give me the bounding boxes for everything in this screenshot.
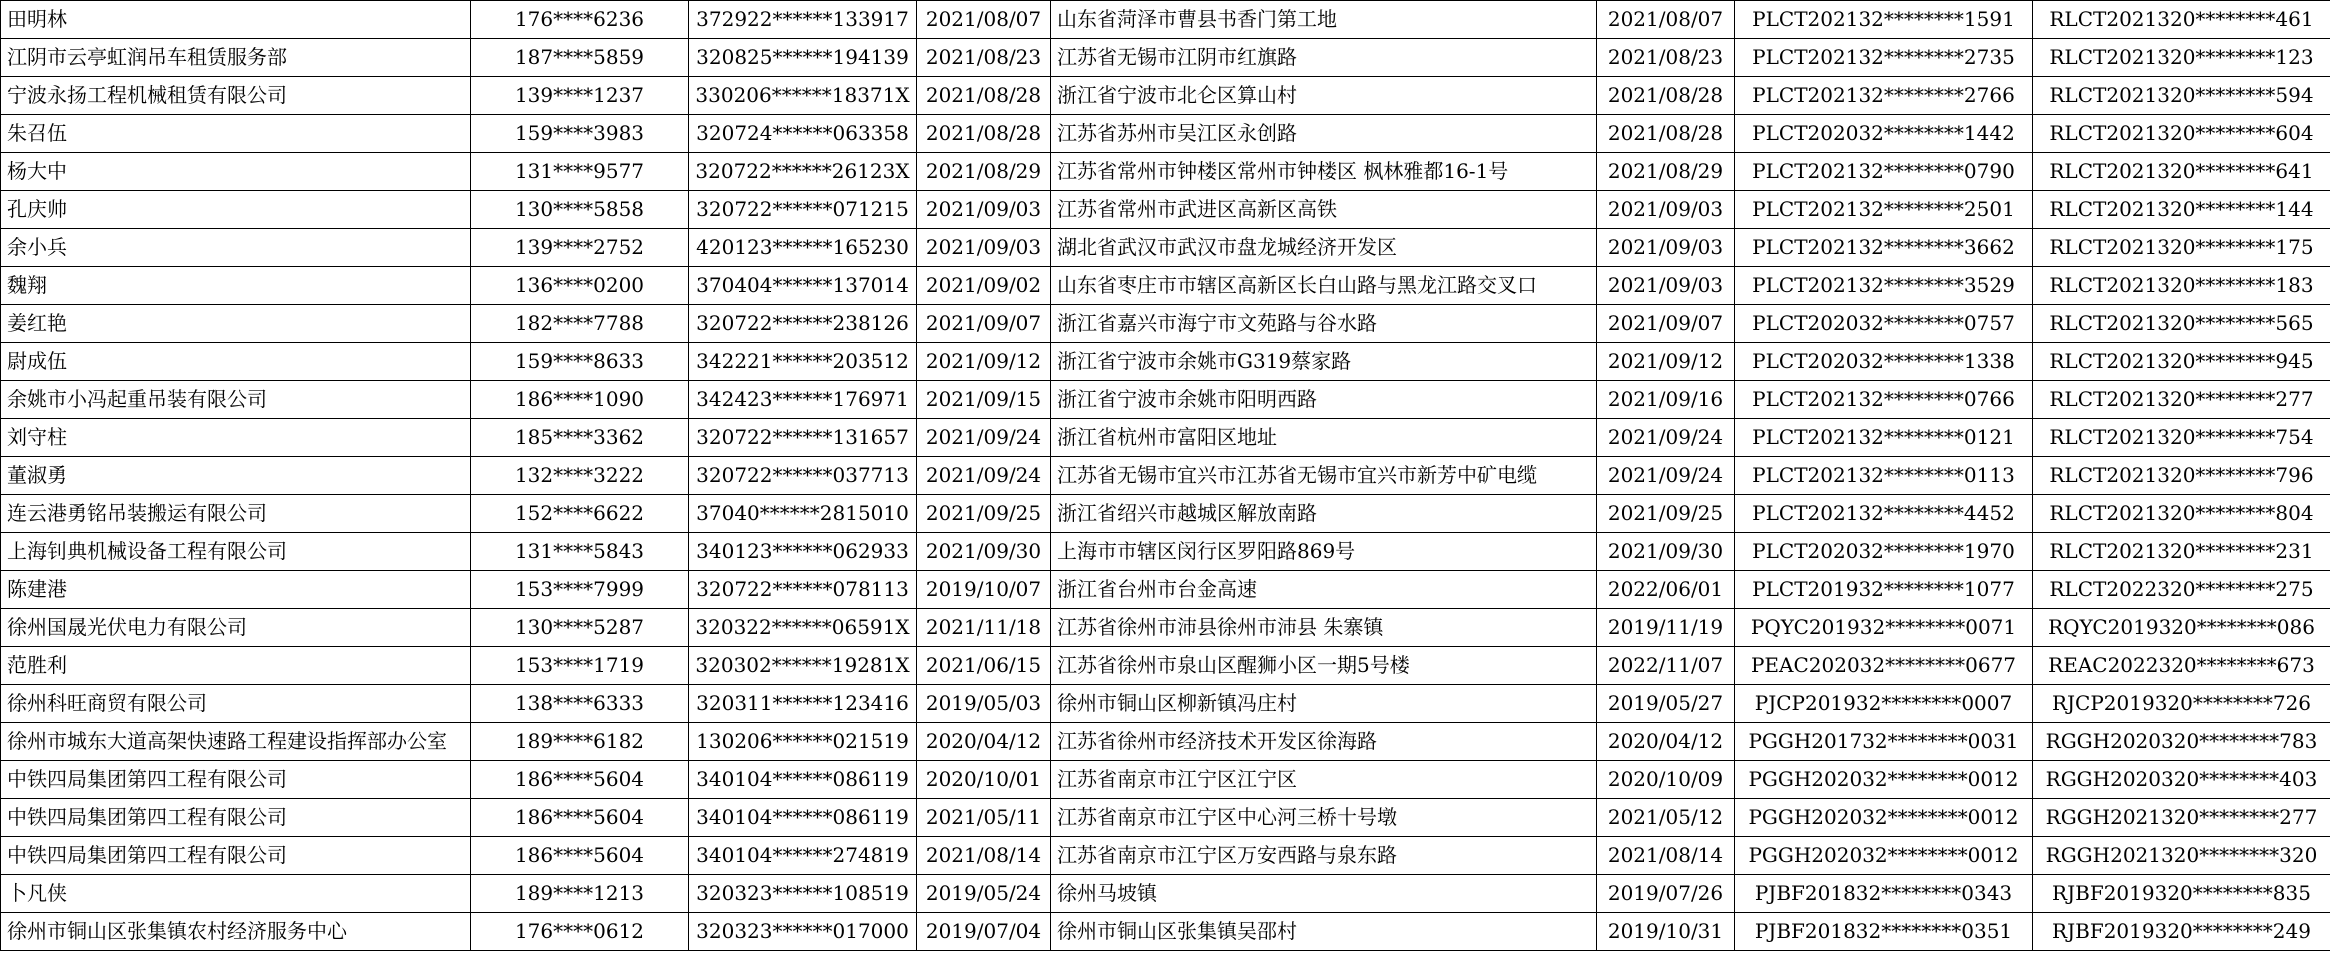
id-number-cell: 320722******071215	[689, 191, 917, 229]
date-cell: 2019/05/03	[917, 685, 1051, 723]
code-r-cell: RLCT2021320********804	[2033, 495, 2330, 533]
table-row	[1, 381, 2330, 419]
phone-cell: 153****7999	[471, 571, 689, 609]
id-number-cell: 320323******017000	[689, 913, 917, 951]
date2-cell: 2019/07/26	[1597, 875, 1735, 913]
date2-cell: 2021/09/16	[1597, 381, 1735, 419]
id-number-cell: 320311******123416	[689, 685, 917, 723]
table-row	[1, 1, 2330, 39]
date-cell: 2021/09/24	[917, 457, 1051, 495]
id-number-cell: 320825******194139	[689, 39, 917, 77]
code-r-cell: RJCP2019320********726	[2033, 685, 2330, 723]
address-cell: 山东省枣庄市市辖区高新区长白山路与黑龙江路交叉口	[1051, 267, 1597, 305]
code-r-cell: RLCT2021320********144	[2033, 191, 2330, 229]
date-cell: 2021/09/15	[917, 381, 1051, 419]
code-p-cell: PLCT202132********0790	[1735, 153, 2033, 191]
phone-cell: 176****6236	[471, 1, 689, 39]
code-r-cell: RJBF2019320********249	[2033, 913, 2330, 951]
name-cell: 孔庆帅	[1, 191, 471, 229]
name-cell: 江阴市云亭虹润吊车租赁服务部	[1, 39, 471, 77]
date2-cell: 2021/09/03	[1597, 229, 1735, 267]
name-cell: 尉成伍	[1, 343, 471, 381]
code-p-cell: PLCT202032********1442	[1735, 115, 2033, 153]
address-cell: 徐州马坡镇	[1051, 875, 1597, 913]
address-cell: 浙江省杭州市富阳区地址	[1051, 419, 1597, 457]
table-row	[1, 875, 2330, 913]
address-cell: 山东省菏泽市曹县书香门第工地	[1051, 1, 1597, 39]
table-row	[1, 457, 2330, 495]
table-row	[1, 799, 2330, 837]
date2-cell: 2021/08/28	[1597, 115, 1735, 153]
code-r-cell: RLCT2021320********175	[2033, 229, 2330, 267]
code-r-cell: RLCT2021320********123	[2033, 39, 2330, 77]
date-cell: 2021/09/07	[917, 305, 1051, 343]
phone-cell: 185****3362	[471, 419, 689, 457]
phone-cell: 189****1213	[471, 875, 689, 913]
id-number-cell: 37040******2815010	[689, 495, 917, 533]
name-cell: 范胜利	[1, 647, 471, 685]
address-cell: 徐州市铜山区张集镇吴邵村	[1051, 913, 1597, 951]
date2-cell: 2021/09/25	[1597, 495, 1735, 533]
table-row	[1, 837, 2330, 875]
address-cell: 江苏省徐州市泉山区醒狮小区一期5号楼	[1051, 647, 1597, 685]
date2-cell: 2021/09/24	[1597, 457, 1735, 495]
date-cell: 2021/11/18	[917, 609, 1051, 647]
date2-cell: 2021/05/12	[1597, 799, 1735, 837]
phone-cell: 132****3222	[471, 457, 689, 495]
date-cell: 2021/09/24	[917, 419, 1051, 457]
date-cell: 2021/08/07	[917, 1, 1051, 39]
address-cell: 湖北省武汉市武汉市盘龙城经济开发区	[1051, 229, 1597, 267]
name-cell: 余姚市小冯起重吊装有限公司	[1, 381, 471, 419]
code-r-cell: RGGH2021320********277	[2033, 799, 2330, 837]
id-number-cell: 320322******06591X	[689, 609, 917, 647]
date2-cell: 2020/04/12	[1597, 723, 1735, 761]
phone-cell: 159****8633	[471, 343, 689, 381]
phone-cell: 176****0612	[471, 913, 689, 951]
code-p-cell: PLCT202132********3529	[1735, 267, 2033, 305]
name-cell: 徐州科旺商贸有限公司	[1, 685, 471, 723]
id-number-cell: 340123******062933	[689, 533, 917, 571]
code-p-cell: PLCT201932********1077	[1735, 571, 2033, 609]
date-cell: 2021/09/12	[917, 343, 1051, 381]
code-p-cell: PLCT202032********1970	[1735, 533, 2033, 571]
id-number-cell: 320722******238126	[689, 305, 917, 343]
table-row	[1, 305, 2330, 343]
id-number-cell: 342423******176971	[689, 381, 917, 419]
phone-cell: 139****1237	[471, 77, 689, 115]
code-p-cell: PLCT202132********0121	[1735, 419, 2033, 457]
address-cell: 江苏省无锡市宜兴市江苏省无锡市宜兴市新芳中矿电缆	[1051, 457, 1597, 495]
id-number-cell: 340104******086119	[689, 761, 917, 799]
code-r-cell: REAC2022320********673	[2033, 647, 2330, 685]
code-r-cell: RLCT2021320********641	[2033, 153, 2330, 191]
date-cell: 2021/08/28	[917, 77, 1051, 115]
name-cell: 上海钊典机械设备工程有限公司	[1, 533, 471, 571]
address-cell: 浙江省宁波市余姚市G319蔡家路	[1051, 343, 1597, 381]
id-number-cell: 130206******021519	[689, 723, 917, 761]
table-row	[1, 39, 2330, 77]
name-cell: 魏翔	[1, 267, 471, 305]
name-cell: 余小兵	[1, 229, 471, 267]
table-row	[1, 343, 2330, 381]
date2-cell: 2021/09/30	[1597, 533, 1735, 571]
date2-cell: 2019/05/27	[1597, 685, 1735, 723]
code-r-cell: RLCT2021320********754	[2033, 419, 2330, 457]
address-cell: 江苏省南京市江宁区江宁区	[1051, 761, 1597, 799]
address-cell: 江苏省无锡市江阴市红旗路	[1051, 39, 1597, 77]
phone-cell: 152****6622	[471, 495, 689, 533]
name-cell: 徐州市铜山区张集镇农村经济服务中心	[1, 913, 471, 951]
id-number-cell: 320722******037713	[689, 457, 917, 495]
date-cell: 2020/10/01	[917, 761, 1051, 799]
address-cell: 浙江省嘉兴市海宁市文苑路与谷水路	[1051, 305, 1597, 343]
id-number-cell: 370404******137014	[689, 267, 917, 305]
table-row	[1, 115, 2330, 153]
id-number-cell: 420123******165230	[689, 229, 917, 267]
date2-cell: 2021/08/29	[1597, 153, 1735, 191]
phone-cell: 186****1090	[471, 381, 689, 419]
code-p-cell: PLCT202132********3662	[1735, 229, 2033, 267]
date2-cell: 2021/09/03	[1597, 267, 1735, 305]
date2-cell: 2021/09/03	[1597, 191, 1735, 229]
id-number-cell: 320722******131657	[689, 419, 917, 457]
code-p-cell: PLCT202132********2735	[1735, 39, 2033, 77]
date-cell: 2021/08/29	[917, 153, 1051, 191]
code-p-cell: PJBF201832********0351	[1735, 913, 2033, 951]
code-r-cell: RGGH2020320********783	[2033, 723, 2330, 761]
phone-cell: 189****6182	[471, 723, 689, 761]
name-cell: 中铁四局集团第四工程有限公司	[1, 799, 471, 837]
phone-cell: 136****0200	[471, 267, 689, 305]
phone-cell: 187****5859	[471, 39, 689, 77]
address-cell: 江苏省徐州市经济技术开发区徐海路	[1051, 723, 1597, 761]
phone-cell: 130****5287	[471, 609, 689, 647]
code-r-cell: RLCT2021320********594	[2033, 77, 2330, 115]
date-cell: 2020/04/12	[917, 723, 1051, 761]
date-cell: 2021/08/28	[917, 115, 1051, 153]
name-cell: 连云港勇铭吊装搬运有限公司	[1, 495, 471, 533]
phone-cell: 131****5843	[471, 533, 689, 571]
id-number-cell: 320302******19281X	[689, 647, 917, 685]
name-cell: 姜红艳	[1, 305, 471, 343]
date-cell: 2021/05/11	[917, 799, 1051, 837]
table-row	[1, 495, 2330, 533]
name-cell: 董淑勇	[1, 457, 471, 495]
code-r-cell: RQYC2019320********086	[2033, 609, 2330, 647]
phone-cell: 130****5858	[471, 191, 689, 229]
date2-cell: 2021/09/12	[1597, 343, 1735, 381]
code-p-cell: PLCT202132********1591	[1735, 1, 2033, 39]
date-cell: 2021/08/14	[917, 837, 1051, 875]
name-cell: 宁波永扬工程机械租赁有限公司	[1, 77, 471, 115]
date2-cell: 2021/09/07	[1597, 305, 1735, 343]
table-row	[1, 723, 2330, 761]
table-row	[1, 191, 2330, 229]
address-cell: 上海市市辖区闵行区罗阳路869号	[1051, 533, 1597, 571]
table-row	[1, 913, 2330, 951]
code-r-cell: RLCT2021320********461	[2033, 1, 2330, 39]
code-r-cell: RLCT2021320********945	[2033, 343, 2330, 381]
code-r-cell: RLCT2021320********277	[2033, 381, 2330, 419]
id-number-cell: 320323******108519	[689, 875, 917, 913]
date-cell: 2021/09/02	[917, 267, 1051, 305]
name-cell: 卜凡侠	[1, 875, 471, 913]
phone-cell: 186****5604	[471, 761, 689, 799]
table-row	[1, 419, 2330, 457]
code-p-cell: PEAC202032********0677	[1735, 647, 2033, 685]
name-cell: 田明林	[1, 1, 471, 39]
id-number-cell: 340104******274819	[689, 837, 917, 875]
table-row	[1, 267, 2330, 305]
phone-cell: 131****9577	[471, 153, 689, 191]
id-number-cell: 320722******078113	[689, 571, 917, 609]
date-cell: 2021/08/23	[917, 39, 1051, 77]
date2-cell: 2021/09/24	[1597, 419, 1735, 457]
id-number-cell: 320724******063358	[689, 115, 917, 153]
code-p-cell: PGGH202032********0012	[1735, 837, 2033, 875]
code-p-cell: PGGH202032********0012	[1735, 761, 2033, 799]
date-cell: 2021/09/03	[917, 229, 1051, 267]
address-cell: 浙江省绍兴市越城区解放南路	[1051, 495, 1597, 533]
name-cell: 徐州国晟光伏电力有限公司	[1, 609, 471, 647]
date2-cell: 2020/10/09	[1597, 761, 1735, 799]
name-cell: 徐州市城东大道高架快速路工程建设指挥部办公室	[1, 723, 471, 761]
code-p-cell: PLCT202132********0113	[1735, 457, 2033, 495]
address-cell: 江苏省苏州市吴江区永创路	[1051, 115, 1597, 153]
code-p-cell: PQYC201932********0071	[1735, 609, 2033, 647]
date2-cell: 2019/10/31	[1597, 913, 1735, 951]
table-row	[1, 609, 2330, 647]
code-p-cell: PJBF201832********0343	[1735, 875, 2033, 913]
code-p-cell: PLCT202132********4452	[1735, 495, 2033, 533]
address-cell: 浙江省宁波市余姚市阳明西路	[1051, 381, 1597, 419]
code-r-cell: RLCT2021320********231	[2033, 533, 2330, 571]
date-cell: 2019/05/24	[917, 875, 1051, 913]
table-row	[1, 647, 2330, 685]
name-cell: 朱召伍	[1, 115, 471, 153]
id-number-cell: 320722******26123X	[689, 153, 917, 191]
date2-cell: 2021/08/28	[1597, 77, 1735, 115]
code-p-cell: PJCP201932********0007	[1735, 685, 2033, 723]
code-p-cell: PLCT202032********0757	[1735, 305, 2033, 343]
code-r-cell: RGGH2021320********320	[2033, 837, 2330, 875]
phone-cell: 186****5604	[471, 799, 689, 837]
table-row	[1, 685, 2330, 723]
date2-cell: 2021/08/07	[1597, 1, 1735, 39]
code-p-cell: PGGH202032********0012	[1735, 799, 2033, 837]
code-r-cell: RLCT2022320********275	[2033, 571, 2330, 609]
address-cell: 江苏省南京市江宁区万安西路与泉东路	[1051, 837, 1597, 875]
table-row	[1, 77, 2330, 115]
address-cell: 江苏省常州市武进区高新区高铁	[1051, 191, 1597, 229]
id-number-cell: 372922******133917	[689, 1, 917, 39]
id-number-cell: 342221******203512	[689, 343, 917, 381]
date-cell: 2019/10/07	[917, 571, 1051, 609]
table-row	[1, 571, 2330, 609]
name-cell: 杨大中	[1, 153, 471, 191]
name-cell: 刘守柱	[1, 419, 471, 457]
address-cell: 浙江省宁波市北仑区算山村	[1051, 77, 1597, 115]
date-cell: 2021/09/30	[917, 533, 1051, 571]
name-cell: 中铁四局集团第四工程有限公司	[1, 761, 471, 799]
date2-cell: 2022/11/07	[1597, 647, 1735, 685]
code-r-cell: RLCT2021320********183	[2033, 267, 2330, 305]
address-cell: 江苏省常州市钟楼区常州市钟楼区 枫林雅都16-1号	[1051, 153, 1597, 191]
phone-cell: 139****2752	[471, 229, 689, 267]
date2-cell: 2021/08/23	[1597, 39, 1735, 77]
date2-cell: 2019/11/19	[1597, 609, 1735, 647]
table-row	[1, 761, 2330, 799]
phone-cell: 159****3983	[471, 115, 689, 153]
table-row	[1, 533, 2330, 571]
address-cell: 江苏省徐州市沛县徐州市沛县 朱寨镇	[1051, 609, 1597, 647]
code-r-cell: RGGH2020320********403	[2033, 761, 2330, 799]
phone-cell: 182****7788	[471, 305, 689, 343]
code-r-cell: RLCT2021320********796	[2033, 457, 2330, 495]
table-row	[1, 229, 2330, 267]
code-r-cell: RJBF2019320********835	[2033, 875, 2330, 913]
id-number-cell: 340104******086119	[689, 799, 917, 837]
phone-cell: 138****6333	[471, 685, 689, 723]
date-cell: 2021/09/25	[917, 495, 1051, 533]
date-cell: 2019/07/04	[917, 913, 1051, 951]
code-r-cell: RLCT2021320********565	[2033, 305, 2330, 343]
id-number-cell: 330206******18371X	[689, 77, 917, 115]
phone-cell: 153****1719	[471, 647, 689, 685]
date-cell: 2021/06/15	[917, 647, 1051, 685]
code-p-cell: PLCT202132********0766	[1735, 381, 2033, 419]
table-row	[1, 153, 2330, 191]
code-p-cell: PLCT202032********1338	[1735, 343, 2033, 381]
address-cell: 徐州市铜山区柳新镇冯庄村	[1051, 685, 1597, 723]
date2-cell: 2022/06/01	[1597, 571, 1735, 609]
code-p-cell: PLCT202132********2501	[1735, 191, 2033, 229]
name-cell: 中铁四局集团第四工程有限公司	[1, 837, 471, 875]
name-cell: 陈建港	[1, 571, 471, 609]
address-cell: 浙江省台州市台金高速	[1051, 571, 1597, 609]
date-cell: 2021/09/03	[917, 191, 1051, 229]
code-r-cell: RLCT2021320********604	[2033, 115, 2330, 153]
code-p-cell: PGGH201732********0031	[1735, 723, 2033, 761]
code-p-cell: PLCT202132********2766	[1735, 77, 2033, 115]
table-body	[1, 1, 2330, 951]
address-cell: 江苏省南京市江宁区中心河三桥十号墩	[1051, 799, 1597, 837]
date2-cell: 2021/08/14	[1597, 837, 1735, 875]
phone-cell: 186****5604	[471, 837, 689, 875]
